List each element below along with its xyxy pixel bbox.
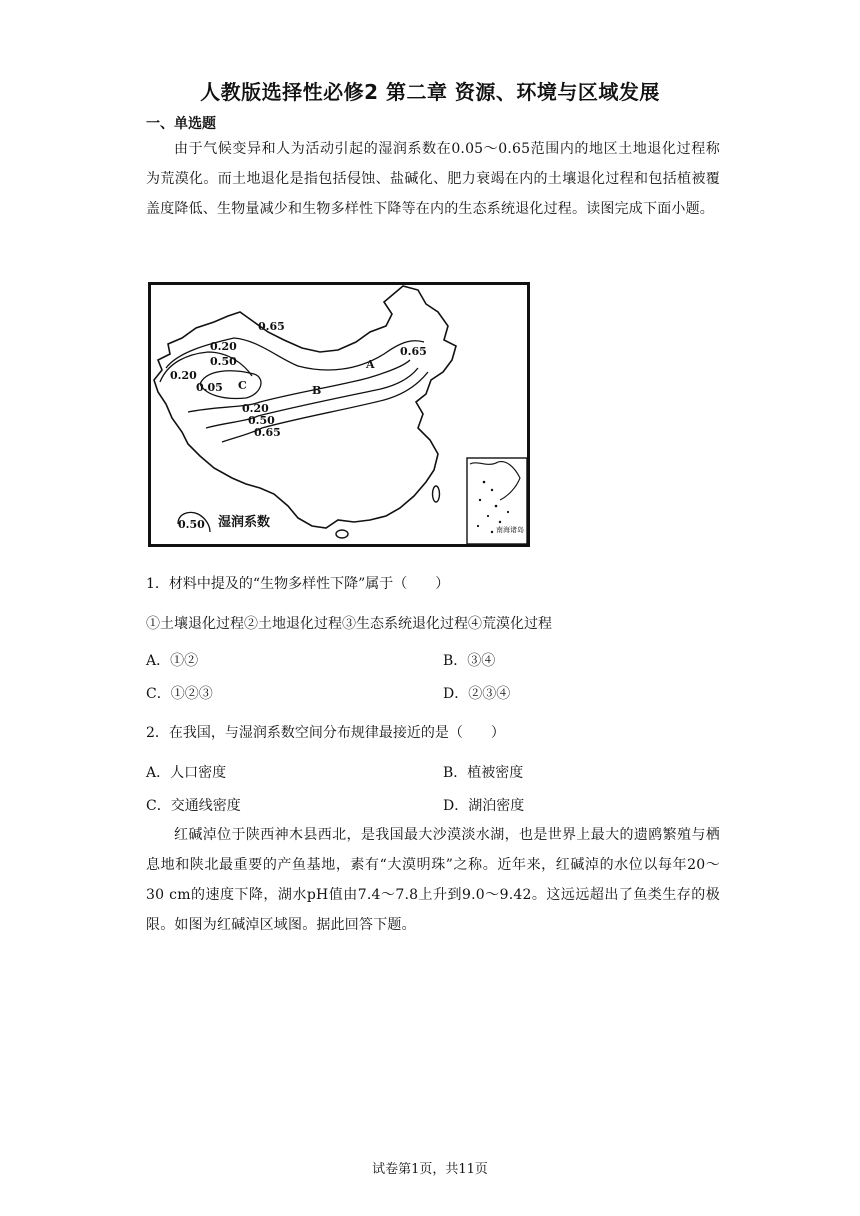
question-1-option-d[interactable]: D．②③④ xyxy=(443,686,511,702)
label-point-a: A xyxy=(366,358,375,371)
question-2-option-a[interactable]: A．人口密度 xyxy=(146,765,227,781)
question-2-option-d[interactable]: D．湖泊密度 xyxy=(443,798,525,814)
label-0.20-south: 0.20 xyxy=(242,402,269,415)
label-0.50-north: 0.50 xyxy=(210,355,237,368)
second-paragraph: 红碱淖位于陕西神木县西北，是我国最大沙漠淡水湖，也是世界上最大的遗鸥繁殖与栖息地和陕北最重要的产鱼基地，素有“大漠明珠”之称。近年来，红碱淖的水位以每年20～30 cm的速度下降，湖水pH值由7.4～7.8上升到9.0～9.42。这远远超出了鱼类生存的极限。如图为红碱淖区域图。据此回答下题。 xyxy=(146,827,720,933)
legend-text: 湿润系数 xyxy=(218,515,271,530)
inset-label: 南海诸岛 xyxy=(496,526,524,534)
page-footer: 试卷第1页，共11页 xyxy=(372,1162,488,1177)
label-point-b: B xyxy=(312,384,322,397)
label-0.50-south: 0.50 xyxy=(248,414,275,427)
question-2-option-b[interactable]: B．植被密度 xyxy=(443,765,524,781)
legend-value: 0.50 xyxy=(178,518,205,531)
section-heading: 一、单选题 xyxy=(146,116,216,132)
question-2-stem: 2．在我国，与湿润系数空间分布规律最接近的是（ ） xyxy=(146,725,505,741)
intro-paragraph: 由于气候变异和人为活动引起的湿润系数在0.05～0.65范围内的地区土地退化过程称为荒漠化。而土地退化是指包括侵蚀、盐碱化、肥力衰竭在内的土壤退化过程和包括植被覆盖度降低、生物量减少和生物多样性下降等在内的生态系统退化过程。读图完成下面小题。 xyxy=(146,141,720,217)
label-0.65-northwest: 0.65 xyxy=(258,320,285,333)
question-1-stem: 1．材料中提及的“生物多样性下降”属于（ ） xyxy=(146,576,450,592)
label-0.05: 0.05 xyxy=(196,381,223,394)
question-1-items: ①土壤退化过程②土地退化过程③生态系统退化过程④荒漠化过程 xyxy=(146,616,552,632)
label-point-c: C xyxy=(238,379,247,392)
label-0.65-south: 0.65 xyxy=(254,426,281,439)
label-0.65-northeast: 0.65 xyxy=(400,345,427,358)
label-0.20-north: 0.20 xyxy=(210,340,237,353)
page-title: 人教版选择性必修2 第二章 资源、环境与区域发展 xyxy=(200,80,660,104)
label-0.20-west: 0.20 xyxy=(170,369,197,382)
question-1-option-a[interactable]: A．①② xyxy=(146,653,199,669)
question-1-option-c[interactable]: C．①②③ xyxy=(146,686,213,702)
question-2-option-c[interactable]: C．交通线密度 xyxy=(146,798,241,814)
question-1-option-b[interactable]: B．③④ xyxy=(443,653,496,669)
humidity-coefficient-map xyxy=(148,282,530,547)
